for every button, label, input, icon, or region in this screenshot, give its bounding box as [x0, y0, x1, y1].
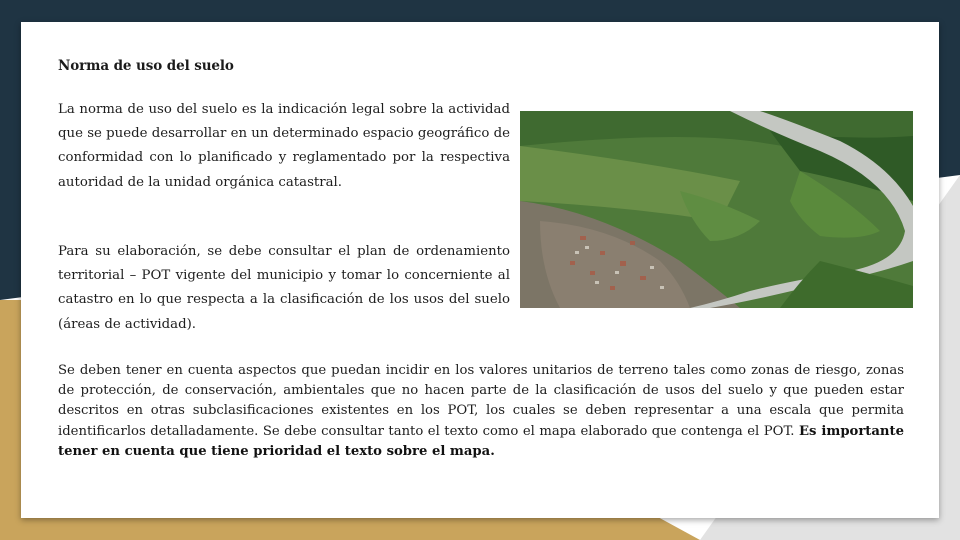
paragraph-considerations — [58, 361, 904, 462]
aerial-town-photo — [520, 111, 913, 308]
paragraph-definition: La norma de uso del suelo es la indicación legal sobre la actividad que se puede desarrollar en un determinado espacio geográfico de conformidad con lo planificado y reglamentado por la respectiva autoridad de la unidad orgánica catastral. — [58, 102, 510, 190]
considerations-text: Se deben tener en cuenta aspectos que puedan incidir en los valores unitarios de terreno tales como zonas de riesgo, zonas de protección, de conservación, ambientales que no hacen parte de la clasificación de usos del suelo y que pueden estar descritos en otras subclasificaciones existentes en los POT, los cuales se deben representar a una escala que permita identificarlos detalladamente. Se debe consultar tanto el texto como el mapa elaborado que contenga el POT. — [58, 363, 904, 439]
considerations-emphasis: Es importante tener en cuenta que tiene prioridad el texto sobre el mapa. — [58, 423, 905, 459]
slide-title: Norma de uso del suelo — [58, 58, 234, 74]
paragraph-elaboration: Para su elaboración, se debe consultar el plan de ordenamiento territorial – POT vigente del municipio y tomar lo concerniente al catastro en lo que respecta a la clasificación de los usos del suelo (áreas de actividad). — [58, 244, 510, 332]
